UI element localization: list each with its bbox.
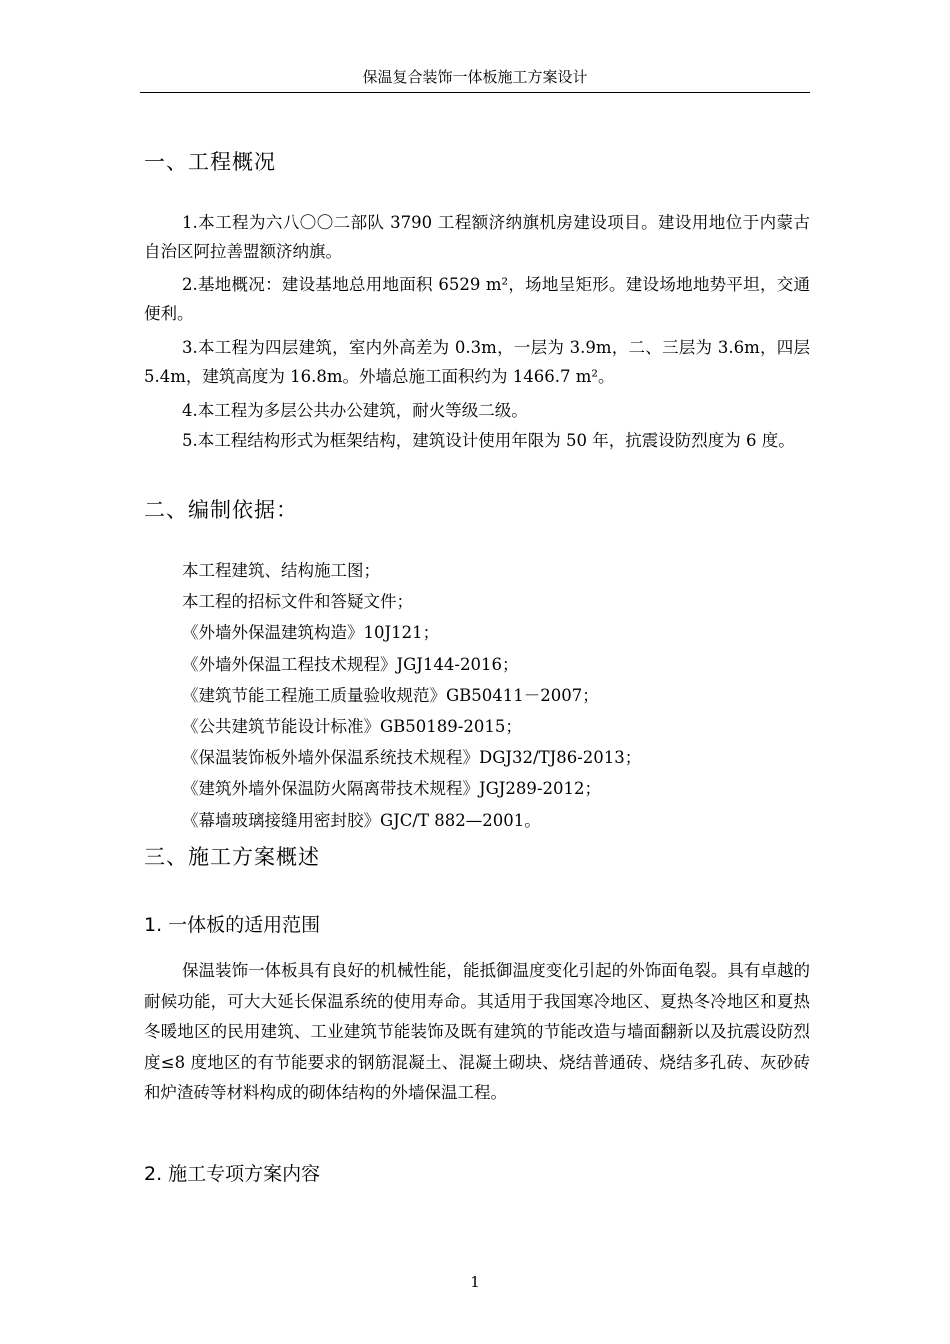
basis-item-2: 本工程的招标文件和答疑文件； (182, 592, 413, 611)
basis-item-4: 《外墙外保温工程技术规程》JGJ144-2016； (182, 655, 519, 674)
overview-paragraph-4: 4.本工程为多层公共办公建筑，耐火等级二级。 (182, 401, 528, 420)
section-heading-basis: 二、编制依据： (144, 498, 298, 522)
overview-paragraph-1: 1.本工程为六八〇〇二部队 3790 工程额济纳旗机房建设项目。建设用地位于内蒙古自治区阿拉善盟额济纳旗。 (144, 213, 810, 261)
running-header: 保温复合装饰一体板施工方案设计 (362, 68, 588, 86)
basis-item-5: 《建筑节能工程施工质量验收规范》GB50411－2007； (182, 686, 599, 705)
basis-item-3: 《外墙外保温建筑构造》10J121； (182, 623, 440, 642)
header-rule (140, 92, 810, 93)
section-heading-plan: 三、施工方案概述 (144, 845, 320, 869)
subsection-heading-scope: 1. 一体板的适用范围 (144, 914, 321, 936)
basis-item-9: 《幕墙玻璃接缝用密封胶》GJC/T 882—2001。 (182, 811, 541, 830)
basis-item-7: 《保温装饰板外墙外保温系统技术规程》DGJ32/TJ86-2013； (182, 748, 642, 767)
section-heading-overview: 一、工程概况 (144, 150, 276, 174)
overview-paragraph-3: 3.本工程为四层建筑，室内外高差为 0.3m，一层为 3.9m，二、三层为 3.6m，四层 5.4m，建筑高度为 16.8m。外墙总施工面积约为 1466.7 m²。 (144, 338, 810, 386)
overview-paragraph-5: 5.本工程结构形式为框架结构，建筑设计使用年限为 50 年，抗震设防烈度为 6 度。 (182, 431, 795, 450)
page-number: 1 (470, 1273, 480, 1291)
overview-paragraph-2: 2.基地概况：建设基地总用地面积 6529 m²，场地呈矩形。建设场地地势平坦，交通便利。 (144, 275, 810, 323)
basis-item-1: 本工程建筑、结构施工图； (182, 561, 380, 580)
basis-item-6: 《公共建筑节能设计标准》GB50189-2015； (182, 717, 522, 736)
subsection-heading-plan-content: 2. 施工专项方案内容 (144, 1163, 321, 1185)
basis-item-8: 《建筑外墙外保温防火隔离带技术规程》JGJ289-2012； (182, 779, 601, 798)
scope-paragraph: 保温装饰一体板具有良好的机械性能，能抵御温度变化引起的外饰面龟裂。具有卓越的耐候功能，可大大延长保温系统的使用寿命。其适用于我国寒冷地区、夏热冬冷地区和夏热冬暖地区的民用建筑、工业建筑节能装饰及既有建筑的节能改造与墙面翻新以及抗震设防烈度≤8 度地区的有节能要求的钢筋混凝土、混凝土砌块、烧结普通砖、烧结多孔砖、灰砂砖和炉渣砖等材料构成的砌体结构的外墙保温工程。 (144, 961, 810, 1103)
